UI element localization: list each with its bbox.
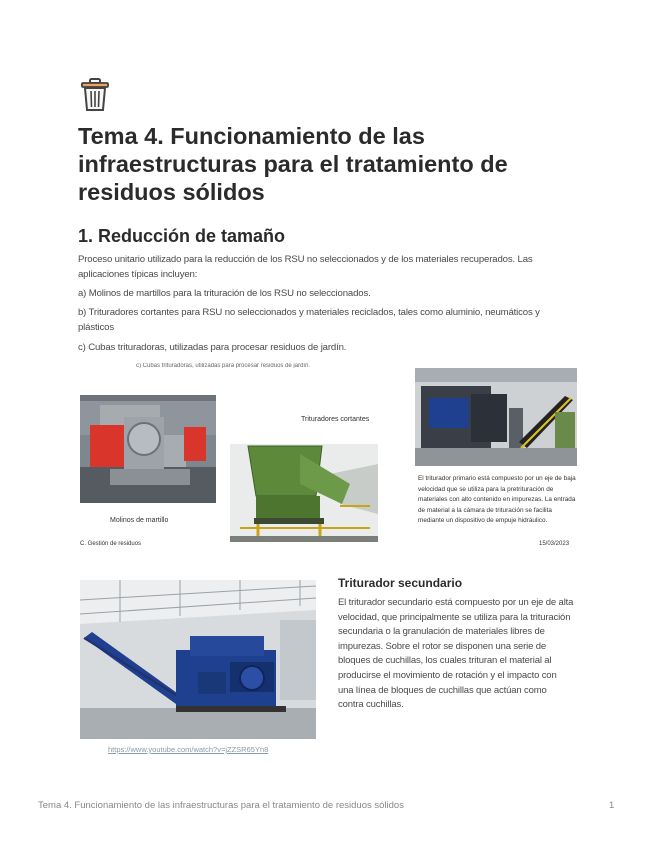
intro-paragraph: Proceso unitario utilizado para la reducción de los RSU no seleccionados y de los materiales recuperados. Las aplicaciones típicas incluyen: [78, 254, 533, 280]
list-item: a) Molinos de martillos para la trituración de los RSU no seleccionados. [78, 288, 371, 299]
section-heading: 1. Reducción de tamaño [78, 226, 286, 246]
slide-footer-right: 15/03/2023 [539, 541, 570, 547]
primary-shredder-photo [415, 368, 577, 466]
list-item: c) Cubas trituradoras, utilizadas para procesar residuos de jardín. [78, 342, 347, 353]
video-link[interactable]: https://www.youtube.com/watch?v=jZZSR65Yn8 [108, 745, 269, 754]
page-footer-text: Tema 4. Funcionamiento de las infraestructuras para el tratamiento de residuos sólidos [38, 800, 404, 811]
label-cortantes: Trituradores cortantes [301, 416, 370, 423]
document-title: Tema 4. Funcionamiento de las infraestructuras para el tratamiento de residuos sólidos [78, 123, 508, 205]
slide-footer-left: C. Gestión de residuos [80, 541, 142, 547]
hammer-mill-photo [80, 395, 216, 503]
label-molinos: Molinos de martillo [110, 517, 169, 524]
page-number: 1 [609, 800, 615, 811]
secondary-shredder-paragraph: El triturador secundario está compuesto por un eje de alta velocidad, que principalmente se utiliza para la trituración secundaria o la granulación de materiales libres de impurezas. Sobre el rotor se disponen una serie de bloques de cuchillas, los cuales trituran el material al producirse el movimiento de rotación y el impacto con una línea de bloques de cuchillas que actúan como contra cuchillas. [338, 597, 574, 711]
trash-can-icon [80, 78, 110, 112]
slide-image [78, 360, 578, 555]
primary-shredder-text: El triturador primario está compuesto por un eje de baja velocidad que se utiliza para la pretrituración de materiales con alto contenido en impurezas. La entrada de material a la cámara de trituración se facilita mediante un dispositivo de empuje hidráulico. [418, 475, 576, 525]
cutting-shredder-photo [230, 444, 378, 542]
slide-cutoff-text: c) Cubas trituradoras, utilizadas para procesar residuos de jardín. [136, 363, 311, 368]
secondary-shredder-heading: Triturador secundario [338, 576, 463, 590]
secondary-shredder-photo [80, 580, 316, 739]
list-item: b) Trituradores cortantes para RSU no seleccionados y materiales reciclados, tales como aluminio, neumáticos y plásticos [78, 307, 540, 333]
